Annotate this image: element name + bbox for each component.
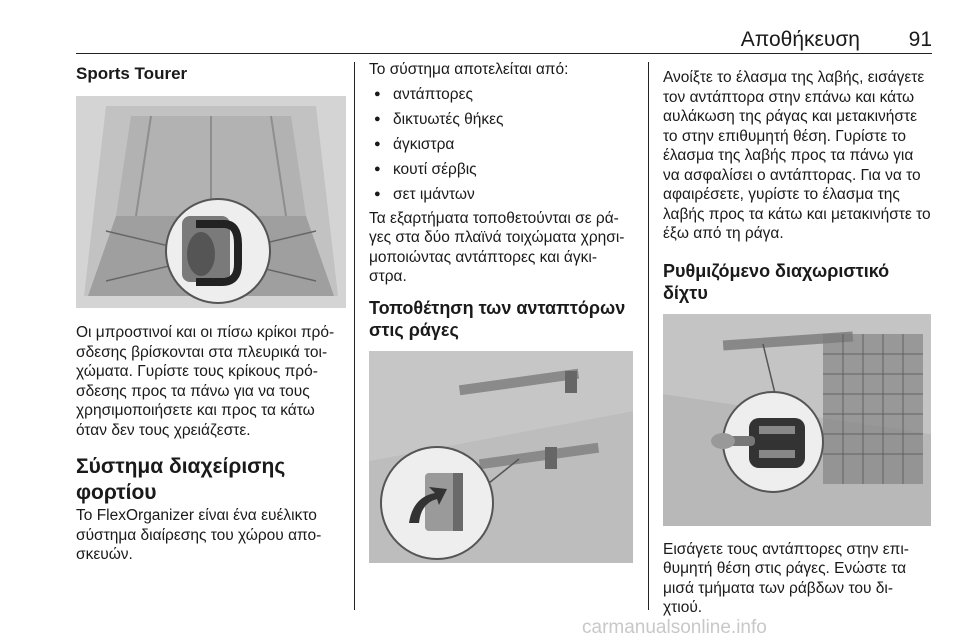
section-heading-sports-tourer: Sports Tourer (76, 64, 188, 83)
list-item: ● άγκιστρα (369, 132, 633, 157)
header-rule (76, 53, 932, 54)
rails-mounting-text: Τα εξαρτήματα τοποθετούνται σε ρά-γες στα δύο πλαϊνά τοιχώματα χρησι-μοποιώντας αντάπτορες και άγκι-στρα. (369, 209, 625, 285)
adapter-rail-illustration (369, 351, 633, 563)
tie-down-rings-text: Οι μπροστινοί και οι πίσω κρίκοι πρό-σδεσης βρίσκονται στα πλευρικά τοι-χώματα. Γυρίστε τους κρίκους πρό-σδεσης προς τα πάνω για να τους χρησιμοποιήσετε και προς τα κάτω όταν δεν τους χρειάζεστε. (76, 324, 335, 439)
components-list (369, 82, 633, 207)
adapter-instructions-text: Ανοίξτε το έλασμα της λαβής, εισάγετε τον αντάπτορα στην επάνω και κάτω αυλάκωση της ράγας και μετακινήστε το στην επιθυμητή θέση. Γυρίστε το έλασμα της λαβής προς τα πάνω για να ασφαλίσει ο αντάπτορας. Για να το αφαιρέσετε, γυρίστε το έλασμα της λαβής προς τα κάτω και μετακινήστε το έξω από τη ράγα. (663, 69, 931, 242)
list-item: ● δικτυωτές θήκες (369, 107, 633, 132)
list-item: ● σετ ιμάντων (369, 182, 633, 207)
column-divider-1 (354, 62, 355, 610)
column-2 (369, 60, 633, 563)
watermark: carmanualsonline.info (582, 617, 767, 638)
page-number: 91 (908, 28, 932, 51)
section-heading-load-management: Σύστημα διαχείρισης φορτίου (76, 455, 286, 504)
column-3 (663, 60, 931, 618)
net-instructions-text: Εισάγετε τους αντάπτορες στην επι-θυμητή θέση στις ράγες. Ενώστε τα μισά τμήματα των ράβδων του δι-χτιού. (663, 540, 909, 616)
system-intro-text: Το σύστημα αποτελείται από: (369, 61, 569, 78)
running-header-title: Αποθήκευση (740, 28, 860, 51)
flexorganizer-text: Το FlexOrganizer είναι ένα ευέλικτο σύστημα διαίρεσης του χώρου απο-σκευών. (76, 507, 322, 563)
list-item: ● κουτί σέρβις (369, 157, 633, 182)
column-divider-2 (648, 62, 649, 610)
divider-net-illustration (663, 314, 931, 526)
list-item: ● αντάπτορες (369, 82, 633, 107)
section-heading-adjustable-net: Ρυθμιζόμενο διαχωριστικό δίχτυ (663, 260, 890, 303)
section-heading-adapter-installation: Τοποθέτηση των ανταπτόρων στις ράγες (369, 297, 626, 340)
column-1 (76, 60, 346, 565)
cargo-tie-down-ring-illustration (76, 96, 346, 308)
